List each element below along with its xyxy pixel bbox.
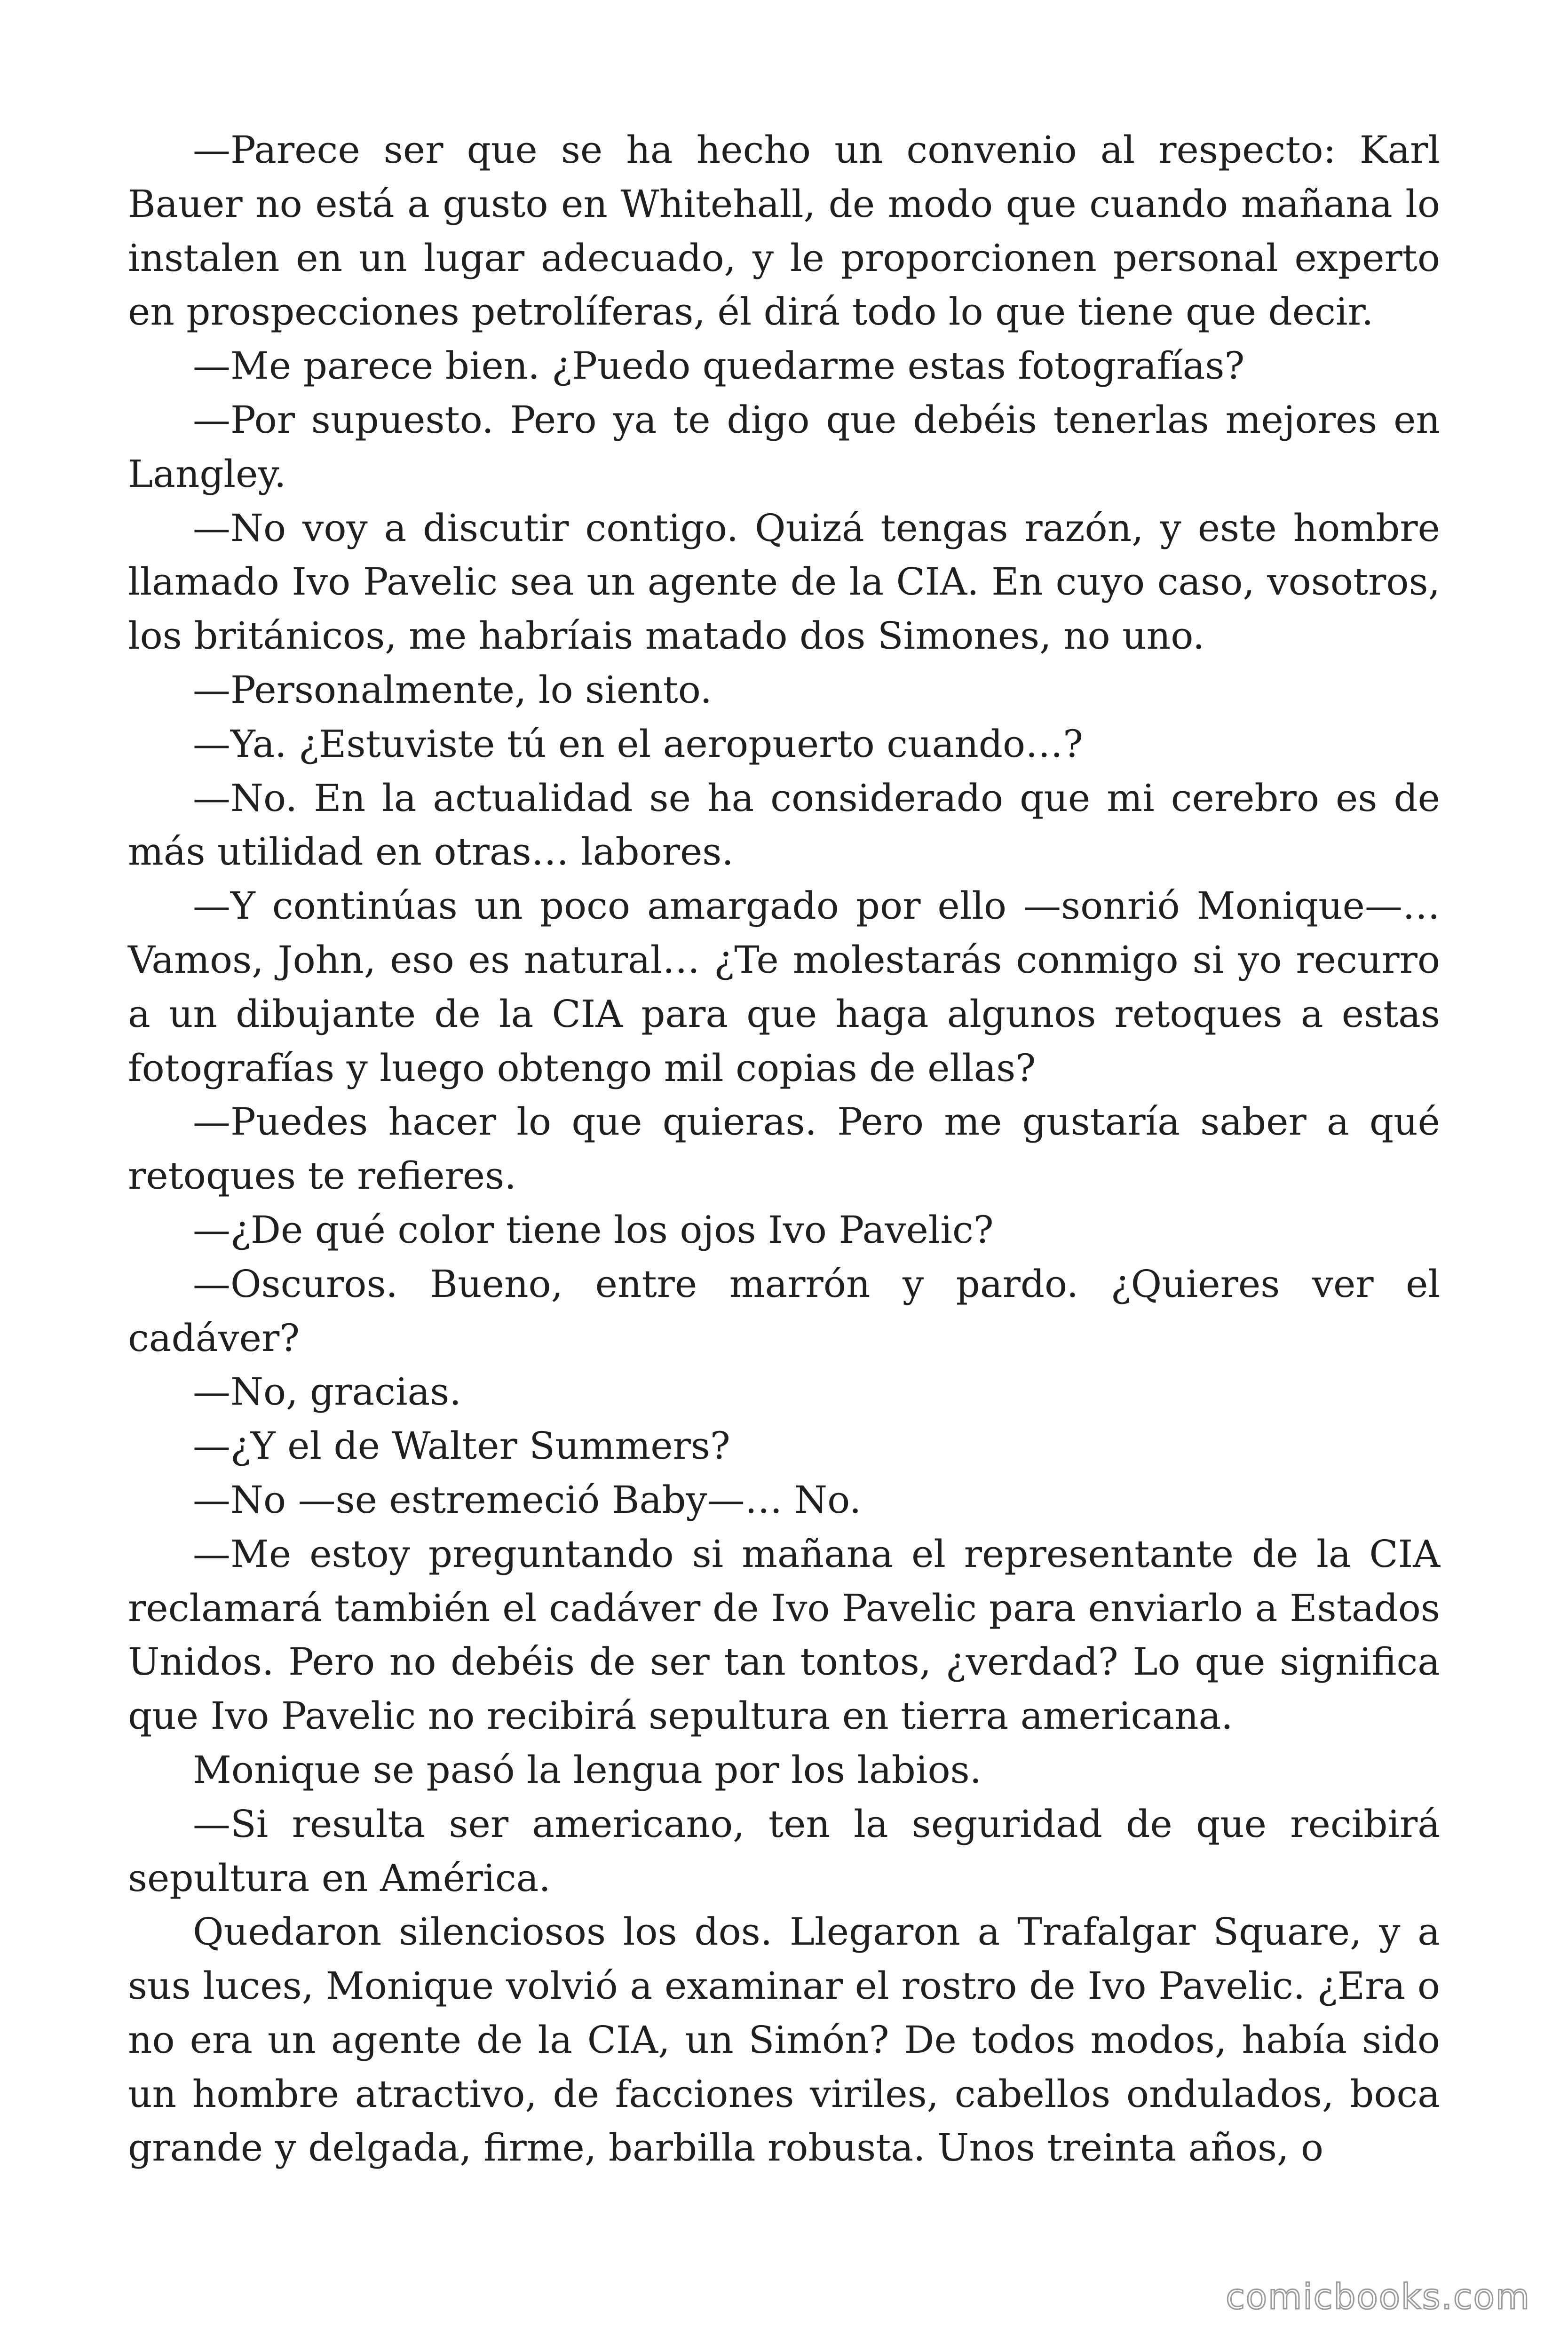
paragraph: —No —se estremeció Baby—… No. xyxy=(193,1478,862,1522)
paragraph: Monique se pasó la lengua por los labios. xyxy=(193,1748,982,1792)
paragraph: —Me estoy preguntando si mañana el representante de la CIA reclamará también el cadáver de Ivo Pavelic para enviarlo a Estados Unidos. Pero no debéis de ser tan tontos, ¿verdad? Lo que significa que Ivo Pavelic no recibirá sepultura en tierra americana. xyxy=(128,1532,1440,1738)
paragraph: —Oscuros. Bueno, entre marrón y pardo. ¿Quieres ver el cadáver? xyxy=(128,1262,1440,1360)
paragraph: —Ya. ¿Estuviste tú en el aeropuerto cuando…? xyxy=(193,722,1084,766)
book-page-text xyxy=(128,123,1440,2175)
paragraph: —Personalmente, lo siento. xyxy=(193,667,712,712)
paragraph: —Parece ser que se ha hecho un convenio al respecto: Karl Bauer no está a gusto en Whitehall, de modo que cuando mañana lo instalen en un lugar adecuado, y le proporcionen personal experto en prospecciones petrolíferas, él dirá todo lo que tiene que decir. xyxy=(128,128,1440,334)
site-watermark: comicbooks.com xyxy=(1226,2277,1530,2317)
paragraph: Quedaron silenciosos los dos. Llegaron a Trafalgar Square, y a sus luces, Monique volvió a examinar el rostro de Ivo Pavelic. ¿Era o no era un agente de la CIA, un Simón? De todos modos, había sido un hombre atractivo, de facciones viriles, cabellos ondulados, boca grande y delgada, firme, barbilla robusta. Unos treinta años, o xyxy=(128,1910,1440,2170)
paragraph: —¿Y el de Walter Summers? xyxy=(193,1424,730,1468)
paragraph: —¿De qué color tiene los ojos Ivo Pavelic? xyxy=(193,1208,994,1252)
paragraph: —Si resulta ser americano, ten la seguridad de que recibirá sepultura en América. xyxy=(128,1802,1440,1900)
paragraph: —Me parece bien. ¿Puedo quedarme estas fotografías? xyxy=(193,344,1245,388)
paragraph: —No, gracias. xyxy=(193,1370,461,1414)
paragraph: —Puedes hacer lo que quieras. Pero me gustaría saber a qué retoques te refieres. xyxy=(128,1100,1440,1198)
paragraph: —Por supuesto. Pero ya te digo que debéis tenerlas mejores en Langley. xyxy=(128,397,1440,496)
paragraph: —No. En la actualidad se ha considerado que mi cerebro es de más utilidad en otras… labores. xyxy=(128,776,1440,874)
paragraph: —Y continúas un poco amargado por ello —sonrió Monique—… Vamos, John, eso es natural… ¿Te molestarás conmigo si yo recurro a un dibujante de la CIA para que haga algunos retoques a estas fotografías y luego obtengo mil copias de ellas? xyxy=(128,884,1440,1090)
paragraph: —No voy a discutir contigo. Quizá tengas razón, y este hombre llamado Ivo Pavelic sea un agente de la CIA. En cuyo caso, vosotros, los británicos, me habríais matado dos Simones, no uno. xyxy=(128,506,1440,658)
